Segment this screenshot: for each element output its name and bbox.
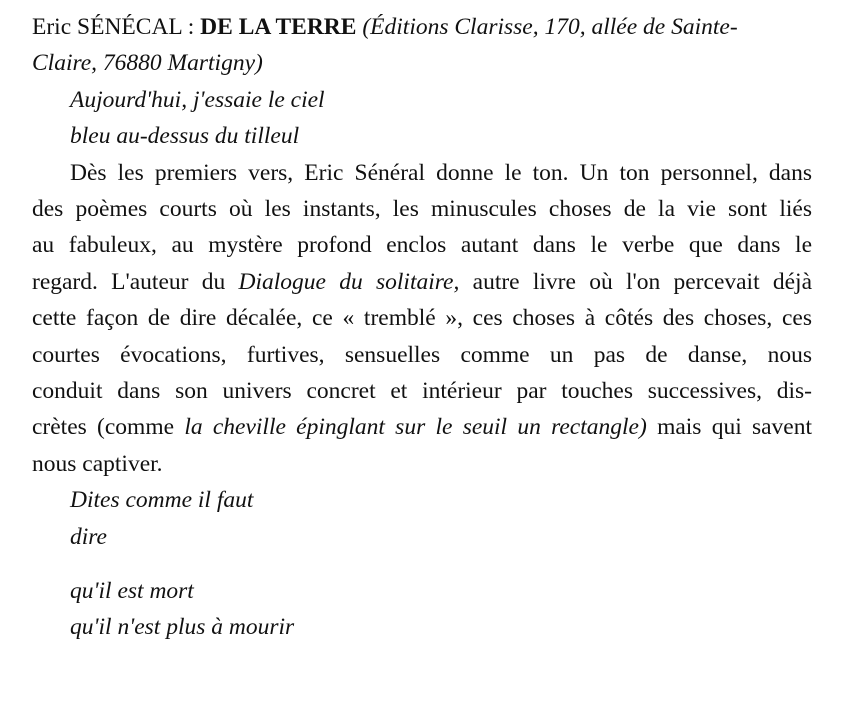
stanza-gap (32, 555, 812, 573)
verse-line: Aujourd'hui, j'essaie le ciel (70, 86, 325, 113)
cited-book-title: Dialogue du solitaire, (238, 268, 460, 295)
body-line: cette façon de dire décalée, ce « tremblé », ces choses à côtés des choses, ces (32, 305, 812, 332)
body-text: mais qui savent (657, 414, 812, 441)
body-text: autre livre où l'on percevait déjà (472, 268, 812, 295)
review-header (32, 9, 812, 45)
verse-line: dire (70, 523, 107, 550)
body-line (32, 409, 812, 445)
body-line: Dès les premiers vers, Eric Sénéral donne le ton. Un ton personnel, dans (70, 159, 812, 186)
body-line: conduit dans son univers concret et intérieur par touches successives, dis- (32, 377, 812, 404)
book-title: DE LA TERRE (200, 14, 357, 40)
body-line: des poèmes courts où les instants, les minuscules choses de la vie sont liés (32, 196, 812, 223)
body-line: au fabuleux, au mystère profond enclos autant dans le verbe que dans le (32, 232, 812, 259)
verse-line: qu'il est mort (70, 577, 194, 604)
review-page (32, 9, 812, 646)
quoted-verse: la cheville épinglant sur le seuil un rectangle) (184, 414, 647, 441)
body-line (32, 264, 812, 300)
verse-line: bleu au-dessus du tilleul (70, 123, 300, 150)
author-name: Eric SÉNÉCAL : (32, 14, 195, 40)
body-line: nous captiver. (32, 450, 163, 477)
verse-line: Dites comme il faut (70, 487, 254, 514)
body-text: regard. L'auteur du (32, 268, 226, 295)
publisher-info-continued: Claire, 76880 Martigny) (32, 50, 263, 77)
publisher-info: (Éditions Clarisse, 170, allée de Sainte- (362, 14, 738, 40)
verse-line: qu'il n'est plus à mourir (70, 614, 295, 641)
body-text: crètes (comme (32, 414, 175, 441)
body-line: courtes évocations, furtives, sensuelles comme un pas de danse, nous (32, 341, 812, 368)
